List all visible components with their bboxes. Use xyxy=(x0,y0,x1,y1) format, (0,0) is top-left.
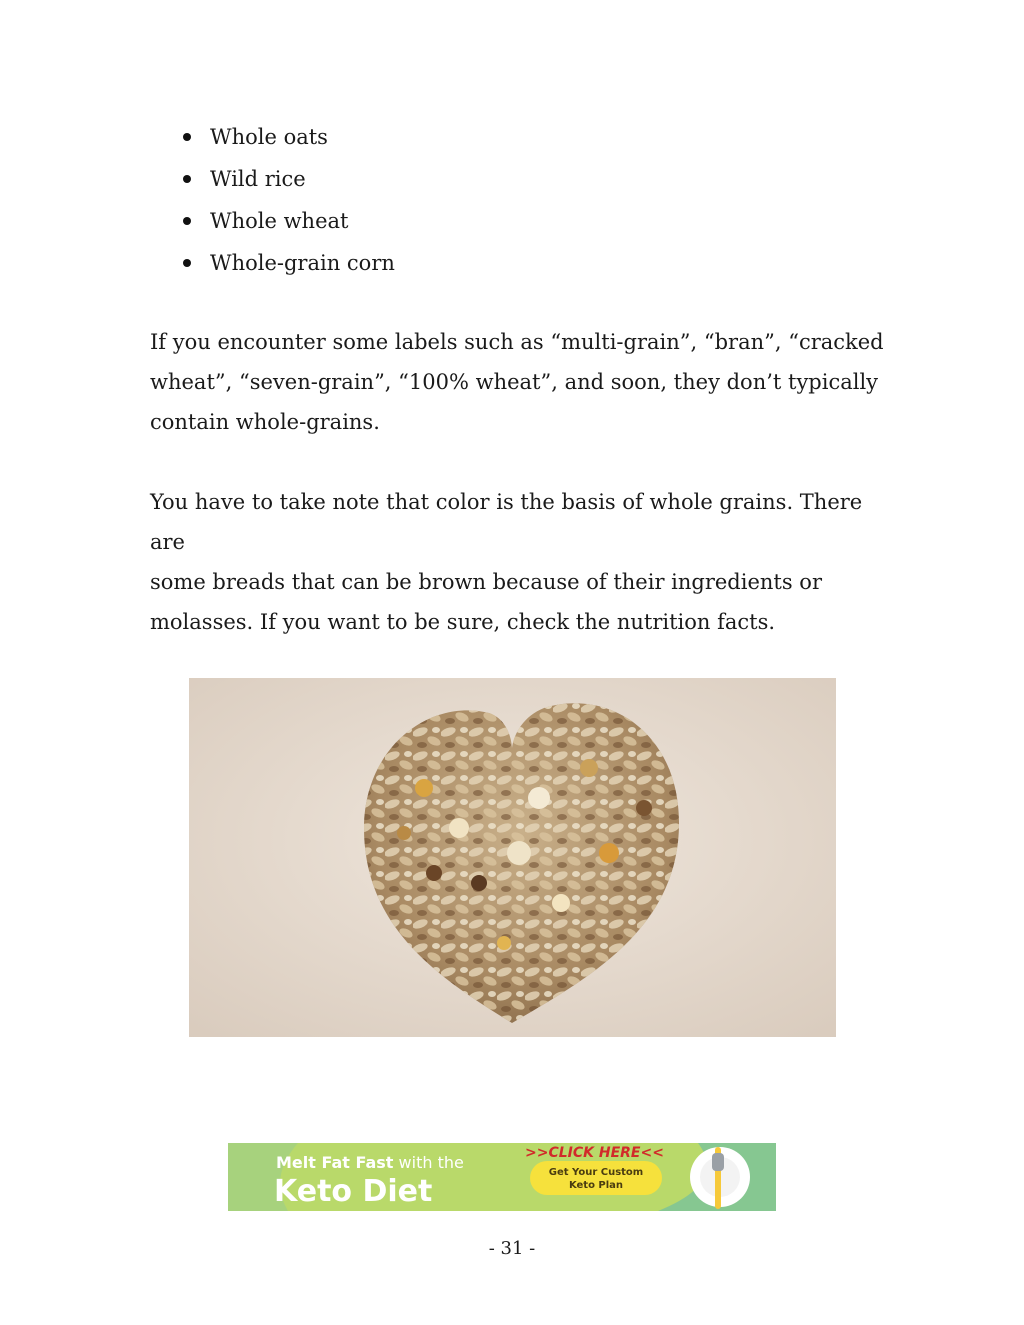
page-number: - 31 - xyxy=(488,1238,536,1259)
list-item xyxy=(150,158,395,200)
click-here-label[interactable]: >>CLICK HERE<< xyxy=(525,1145,664,1161)
list-item xyxy=(150,116,395,158)
paragraph-line: some breads that can be brown because of their ingredients or xyxy=(150,570,822,594)
bullet-icon xyxy=(183,259,191,267)
banner-headline-rest: with the xyxy=(393,1153,464,1172)
list-item-label: Wild rice xyxy=(210,167,306,191)
bullet-icon xyxy=(183,133,191,141)
paragraph-line: If you encounter some labels such as “multi-grain”, “bran”, “cracked xyxy=(150,330,884,354)
paragraph-line: You have to take note that color is the basis of whole grains. There are xyxy=(150,490,863,554)
paragraph-line: molasses. If you want to be sure, check the nutrition facts. xyxy=(150,610,776,634)
granola-heart-image xyxy=(189,678,836,1037)
paragraph-line: contain whole-grains. xyxy=(150,410,380,434)
list-item xyxy=(150,242,395,284)
bullet-icon xyxy=(183,217,191,225)
list-item-label: Whole-grain corn xyxy=(210,251,395,275)
list-item-label: Whole wheat xyxy=(210,209,349,233)
button-label-line: Keto Plan xyxy=(568,1180,624,1191)
labels-paragraph xyxy=(150,322,890,442)
list-item xyxy=(150,200,395,242)
keto-diet-banner[interactable] xyxy=(228,1143,776,1211)
banner-title: Keto Diet xyxy=(274,1174,433,1209)
color-paragraph xyxy=(150,482,890,642)
paragraph-line: wheat”, “seven-grain”, “100% wheat”, and soon, they don’t typically xyxy=(150,370,879,394)
bullet-icon xyxy=(183,175,191,183)
banner-headline-bold: Melt Fat Fast xyxy=(276,1153,394,1172)
whole-grain-list xyxy=(150,116,395,284)
list-item-label: Whole oats xyxy=(210,125,328,149)
banner-headline xyxy=(276,1153,464,1172)
button-label-line: Get Your Custom xyxy=(548,1167,644,1178)
